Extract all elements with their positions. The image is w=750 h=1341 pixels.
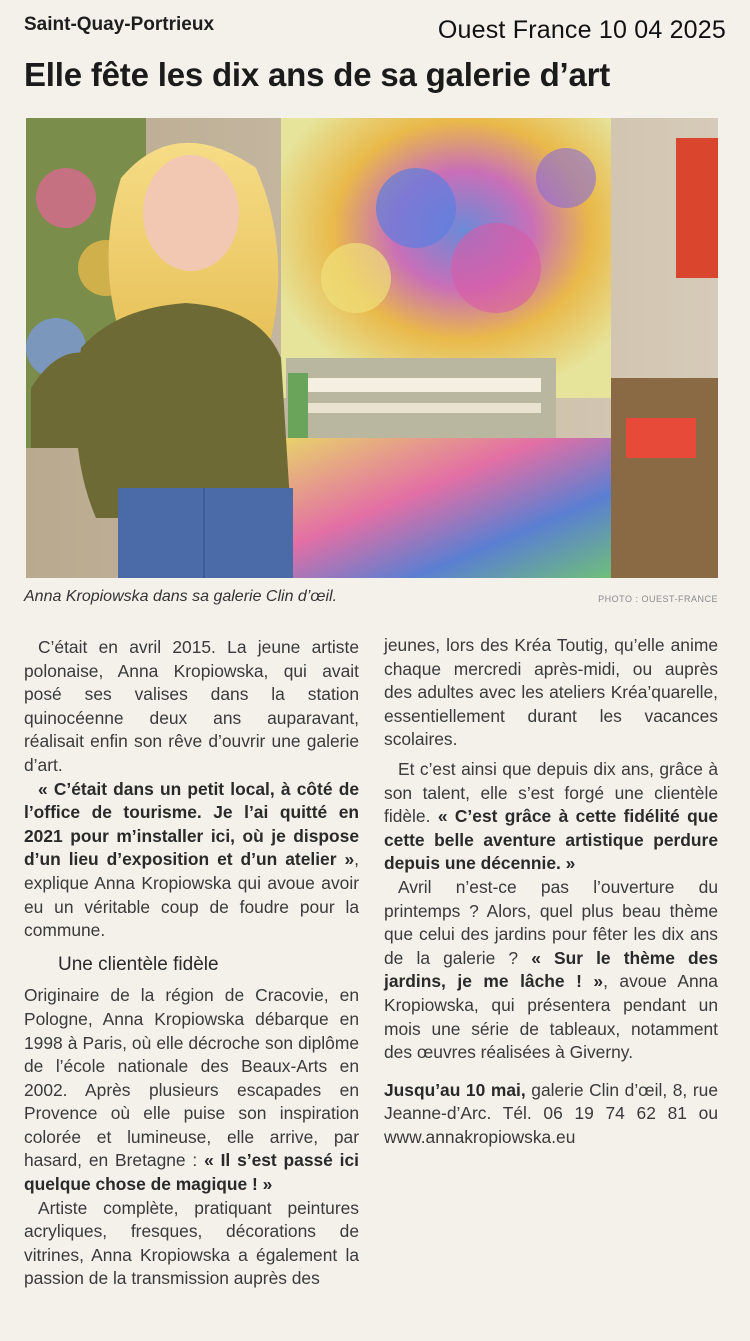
subheading: Une clientèle fidèle	[58, 953, 219, 975]
paragraph-intro: C’était en avril 2015. La jeune artiste polonaise, Anna Kropiowska, qui avait posé ses valises dans la station quinocéenne deux ans auparavant, réalisait enfin son rêve d’ouvrir une galerie d’art.	[24, 637, 359, 775]
quote-text: « C’est grâce à cette fidélité que cette belle aventure artistique perdure depuis une décennie. »	[384, 806, 718, 874]
paragraph-text: Avril n’est-ce pas l’ouverture du printemps ? Alors, quel plus beau thème que celui des jardins pour fêter les dix ans de la galerie ?	[384, 876, 718, 968]
paragraph-exhibition	[384, 876, 718, 1065]
paragraph-clientele	[384, 758, 718, 876]
info-details: galerie Clin d’œil, 8, rue Jeanne-d’Arc. Tél. 06 19 74 62 81 ou www.annakropiowska.eu	[384, 1079, 718, 1147]
quote-text: « C’était dans un petit local, à côté de l’office de tourisme. Je l’ai quitté en 2021 pour m’installer ici, où je dispose d’un lieu d’exposition et d’un atelier »	[24, 778, 359, 870]
paragraph-quote-1	[24, 778, 359, 943]
source-label: Ouest France 10 04 2025	[437, 16, 726, 44]
paragraph-biography	[24, 984, 359, 1196]
paragraph-activities-continued: jeunes, lors des Kréa Toutig, qu’elle anime chaque mercredi après-midi, ou auprès des adultes avec les ateliers Kréa’quarelle, essentiellement durant les vacances scolaires.	[384, 635, 718, 750]
practical-info	[384, 1079, 718, 1150]
quote-text: « Il s’est passé ici quelque chose de magique ! »	[24, 1150, 360, 1195]
quote-text: « Sur le thème des jardins, je me lâche ! »	[384, 947, 718, 992]
photo-credit: PHOTO : OUEST-FRANCE	[598, 594, 718, 604]
paragraph-text: Et c’est ainsi que depuis dix ans, grâce à son talent, elle s’est forgé une clientèle fidèle.	[384, 758, 718, 827]
article-column-right	[384, 634, 718, 1149]
paragraph-text: , avoue Anna Kropiowska, qui présentera pendant un mois une série de tableaux, notamment des œuvres réalisées à Giverny.	[384, 971, 718, 1063]
article-column-left	[24, 636, 359, 1291]
paragraph-text: , explique Anna Kropiowska qui avoue avoir eu un véritable coup de foudre pour la commune.	[24, 849, 359, 941]
section-label: Saint-Quay-Portrieux	[24, 14, 215, 35]
photo-illustration	[26, 118, 718, 578]
paragraph-text: Originaire de la région de Cracovie, en Pologne, Anna Kropiowska débarque en 1998 à Paris, où elle décroche son diplôme de l’école nationale des Beaux-Arts en 2002. Après plusieurs escapades en Provence où elle puise son inspiration colorée et lumineuse, elle arrive, par hasard, en Bretagne :	[24, 985, 359, 1171]
paragraph-activities: Artiste complète, pratiquant peintures acryliques, fresques, décorations de vitrines, Anna Kropiowska a également la passion de la transmission auprès des	[24, 1197, 359, 1289]
article-photo	[26, 118, 718, 578]
headline: Elle fête les dix ans de sa galerie d’art	[24, 56, 611, 93]
info-date: Jusqu’au 10 mai,	[384, 1079, 526, 1100]
photo-caption: Anna Kropiowska dans sa galerie Clin d’œil.	[24, 588, 338, 605]
